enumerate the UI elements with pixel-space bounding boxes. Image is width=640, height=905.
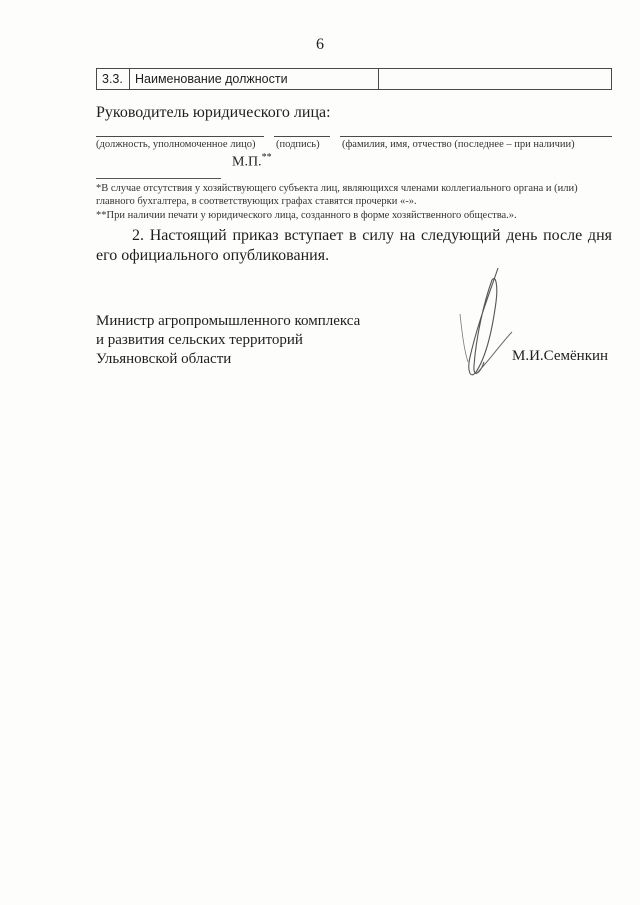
footnote-1: *В случае отсутствия у хозяйствующего субъекта лиц, являющихся членами коллегиального органа и (или) главного бухгалтера, в соответствующих графах ставятся прочерки «-». — [96, 183, 578, 207]
clause-paragraph: 2. Настоящий приказ вступает в силу на следующий день после дня его официального опубликования. — [96, 227, 612, 264]
caption-position: (должность, уполномоченное лицо) — [96, 139, 256, 150]
stamp-text: М.П. — [232, 154, 262, 170]
row-number: 3.3. — [97, 69, 130, 90]
footnote-2: **При наличии печати у юридического лица, созданного в форме хозяйственного общества.». — [96, 210, 517, 221]
minister-title-line-3: Ульяновской области — [96, 351, 232, 367]
name-line — [340, 136, 612, 137]
form-table — [96, 68, 612, 90]
minister-title-line-1: Министр агропромышленного комплекса — [96, 313, 361, 329]
minister-title-line-2: и развития сельских территорий — [96, 332, 303, 348]
handwritten-signature-icon — [440, 262, 530, 390]
signatory-name: М.И.Семёнкин — [512, 348, 609, 364]
stamp-label — [232, 152, 272, 171]
row-label: Наименование должности — [130, 69, 379, 90]
stamp-footnote-mark: ** — [261, 152, 272, 163]
table-row — [97, 69, 612, 90]
row-value — [379, 69, 612, 90]
footnote-rule — [96, 178, 221, 179]
signature-line — [274, 136, 330, 137]
position-line — [96, 136, 264, 137]
page-number: 6 — [316, 36, 324, 53]
minister-title — [96, 312, 360, 369]
caption-signature: (подпись) — [276, 139, 320, 150]
caption-name: (фамилия, имя, отчество (последнее – при наличии) — [342, 139, 575, 150]
signature-heading: Руководитель юридического лица: — [96, 104, 331, 121]
